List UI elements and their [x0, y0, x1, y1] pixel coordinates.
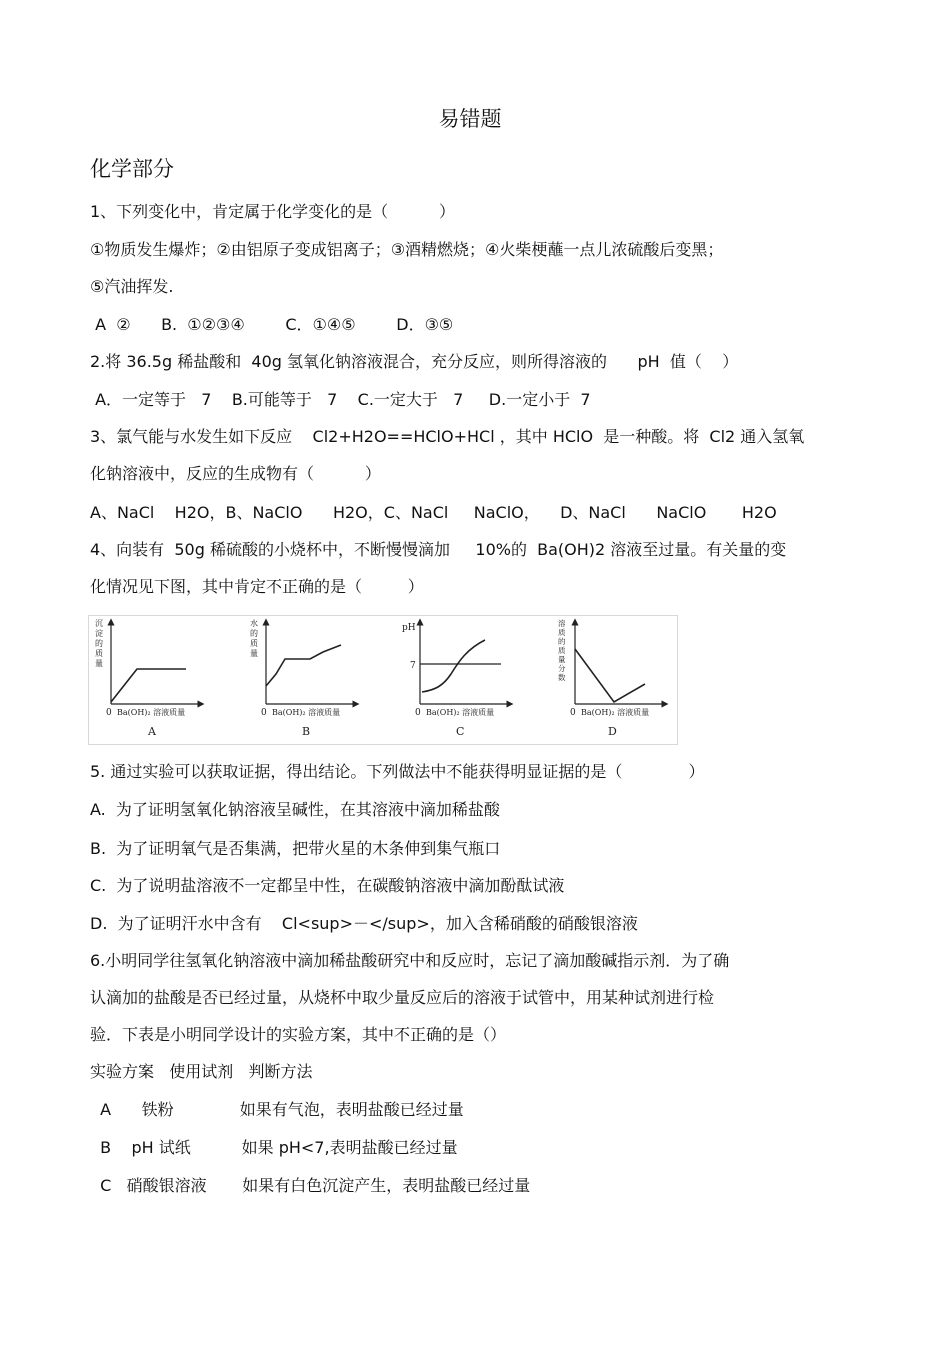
q3-options: A、NaCl H2O，B、NaClO H2O，C、NaCl NaClO， D、NaCl NaClO H2O [90, 503, 777, 522]
q5-option-d: D. 为了证明汗水中含有 Cl<sup>－</sup>，加入含稀硝酸的硝酸银溶液 [90, 914, 638, 933]
q1-stem: 1、下列变化中，肯定属于化学变化的是（ ） [90, 202, 456, 221]
q1-items: ①物质发生爆炸；②由铝原子变成铝离子；③酒精燃烧；④火柴梗蘸一点儿浓硫酸后变黑； [90, 240, 724, 259]
graph-c-xlabel: Ba(OH)₂ 溶液质量 [426, 708, 495, 717]
graph-c-origin: 0 [415, 708, 421, 718]
q4-stem: 4、向装有 50g 稀硫酸的小烧杯中，不断慢慢滴加 10%的 Ba(OH)2 溶液至过量。有关量的变 [90, 540, 787, 559]
graph-a-ylabel-4: 质 [95, 649, 103, 658]
graph-c-ph7-label: 7 [410, 661, 416, 671]
graph-a-xlabel: Ba(OH)₂ 溶液质量 [117, 708, 186, 717]
graph-a-ylabel-5: 量 [95, 659, 103, 668]
graph-b-curve [266, 645, 341, 686]
graph-d-curve [575, 649, 645, 702]
graph-c-ylabel: pH [402, 623, 416, 633]
graph-b-xlabel: Ba(OH)₂ 溶液质量 [272, 708, 341, 717]
graph-b-ylabel-3: 质 [250, 639, 258, 648]
q1-options: A ② B. ①②③④ C．①④⑤ D．③⑤ [90, 315, 454, 334]
graph-a [95, 619, 201, 738]
q3-stem: 3、氯气能与水发生如下反应 Cl2+H2O==HClO+HCl ，其中 HClO 是一种酸。将 Cl2 通入氢氧 [90, 427, 805, 446]
q4-graphs [89, 616, 677, 744]
q2-options: A．一定等于 7 B.可能等于 7 C.一定大于 7 D.一定小于 7 [90, 390, 591, 409]
q1-items-cont: ⑤汽油挥发. [90, 277, 174, 296]
page-title: 易错题 [438, 107, 502, 131]
graph-b-origin: 0 [261, 708, 267, 718]
graph-a-ylabel-3: 的 [95, 639, 103, 648]
graph-d-ylabel-5: 量 [558, 655, 566, 664]
q5-option-b: B. 为了证明氧气是否集满，把带火星的木条伸到集气瓶口 [90, 839, 501, 858]
graph-d-ylabel-6: 分 [558, 664, 566, 673]
graph-d [558, 618, 665, 738]
graph-d-ylabel-2: 质 [558, 628, 566, 637]
graph-a-letter: A [148, 725, 156, 738]
q3-stem-cont: 化钠溶液中，反应的生成物有（ ） [90, 464, 381, 483]
q5-option-a: A. 为了证明氢氧化钠溶液呈碱性，在其溶液中滴加稀盐酸 [90, 800, 500, 819]
graph-b-ylabel-4: 量 [250, 649, 258, 658]
graph-d-letter: D [608, 725, 617, 738]
q4-stem-cont: 化情况见下图，其中肯定不正确的是（ ） [90, 577, 424, 596]
q6-stem-cont-2: 验．下表是小明同学设计的实验方案，其中不正确的是（） [90, 1025, 507, 1044]
graph-d-ylabel-7: 数 [558, 673, 566, 682]
q6-row-b: B pH 试纸 如果 pH<7,表明盐酸已经过量 [90, 1138, 458, 1157]
graph-b-ylabel-2: 的 [250, 629, 258, 638]
graph-a-ylabel-1: 沉 [95, 619, 103, 628]
graph-c-curve [422, 640, 485, 692]
graph-b [250, 618, 356, 738]
graph-d-ylabel-4: 质 [558, 646, 566, 655]
q6-row-c: C 硝酸银溶液 如果有白色沉淀产生，表明盐酸已经过量 [90, 1176, 531, 1195]
q6-row-a: A 铁粉 如果有气泡，表明盐酸已经过量 [90, 1100, 464, 1119]
q5-option-c: C. 为了说明盐溶液不一定都呈中性，在碳酸钠溶液中滴加酚酞试液 [90, 876, 565, 895]
section-heading: 化学部分 [90, 157, 174, 181]
graph-d-xlabel: Ba(OH)₂ 溶液质量 [581, 708, 650, 717]
q4-figure [88, 615, 678, 745]
q2-stem: 2.将 36.5g 稀盐酸和 40g 氢氧化钠溶液混合，充分反应，则所得溶液的 pH 值（ ） [90, 352, 739, 371]
graph-d-origin: 0 [570, 708, 576, 718]
q6-stem: 6.小明同学往氢氧化钠溶液中滴加稀盐酸研究中和反应时，忘记了滴加酸碱指示剂．为了确 [90, 951, 730, 970]
graph-c-letter: C [456, 725, 465, 738]
graph-d-ylabel-1: 溶 [558, 619, 566, 628]
graph-a-curve [111, 669, 186, 702]
graph-b-letter: B [302, 725, 311, 738]
q6-table-header: 实验方案 使用试剂 判断方法 [90, 1062, 313, 1081]
graph-c [402, 622, 510, 738]
graph-a-ylabel-2: 淀 [95, 629, 103, 638]
q6-stem-cont-1: 认滴加的盐酸是否已经过量，从烧杯中取少量反应后的溶液于试管中，用某种试剂进行检 [90, 988, 715, 1007]
graph-d-ylabel-3: 的 [558, 637, 566, 646]
q5-stem: 5. 通过实验可以获取证据，得出结论。下列做法中不能获得明显证据的是（ ） [90, 762, 705, 781]
graph-a-origin: 0 [106, 708, 112, 718]
graph-b-ylabel-1: 水 [250, 619, 258, 628]
